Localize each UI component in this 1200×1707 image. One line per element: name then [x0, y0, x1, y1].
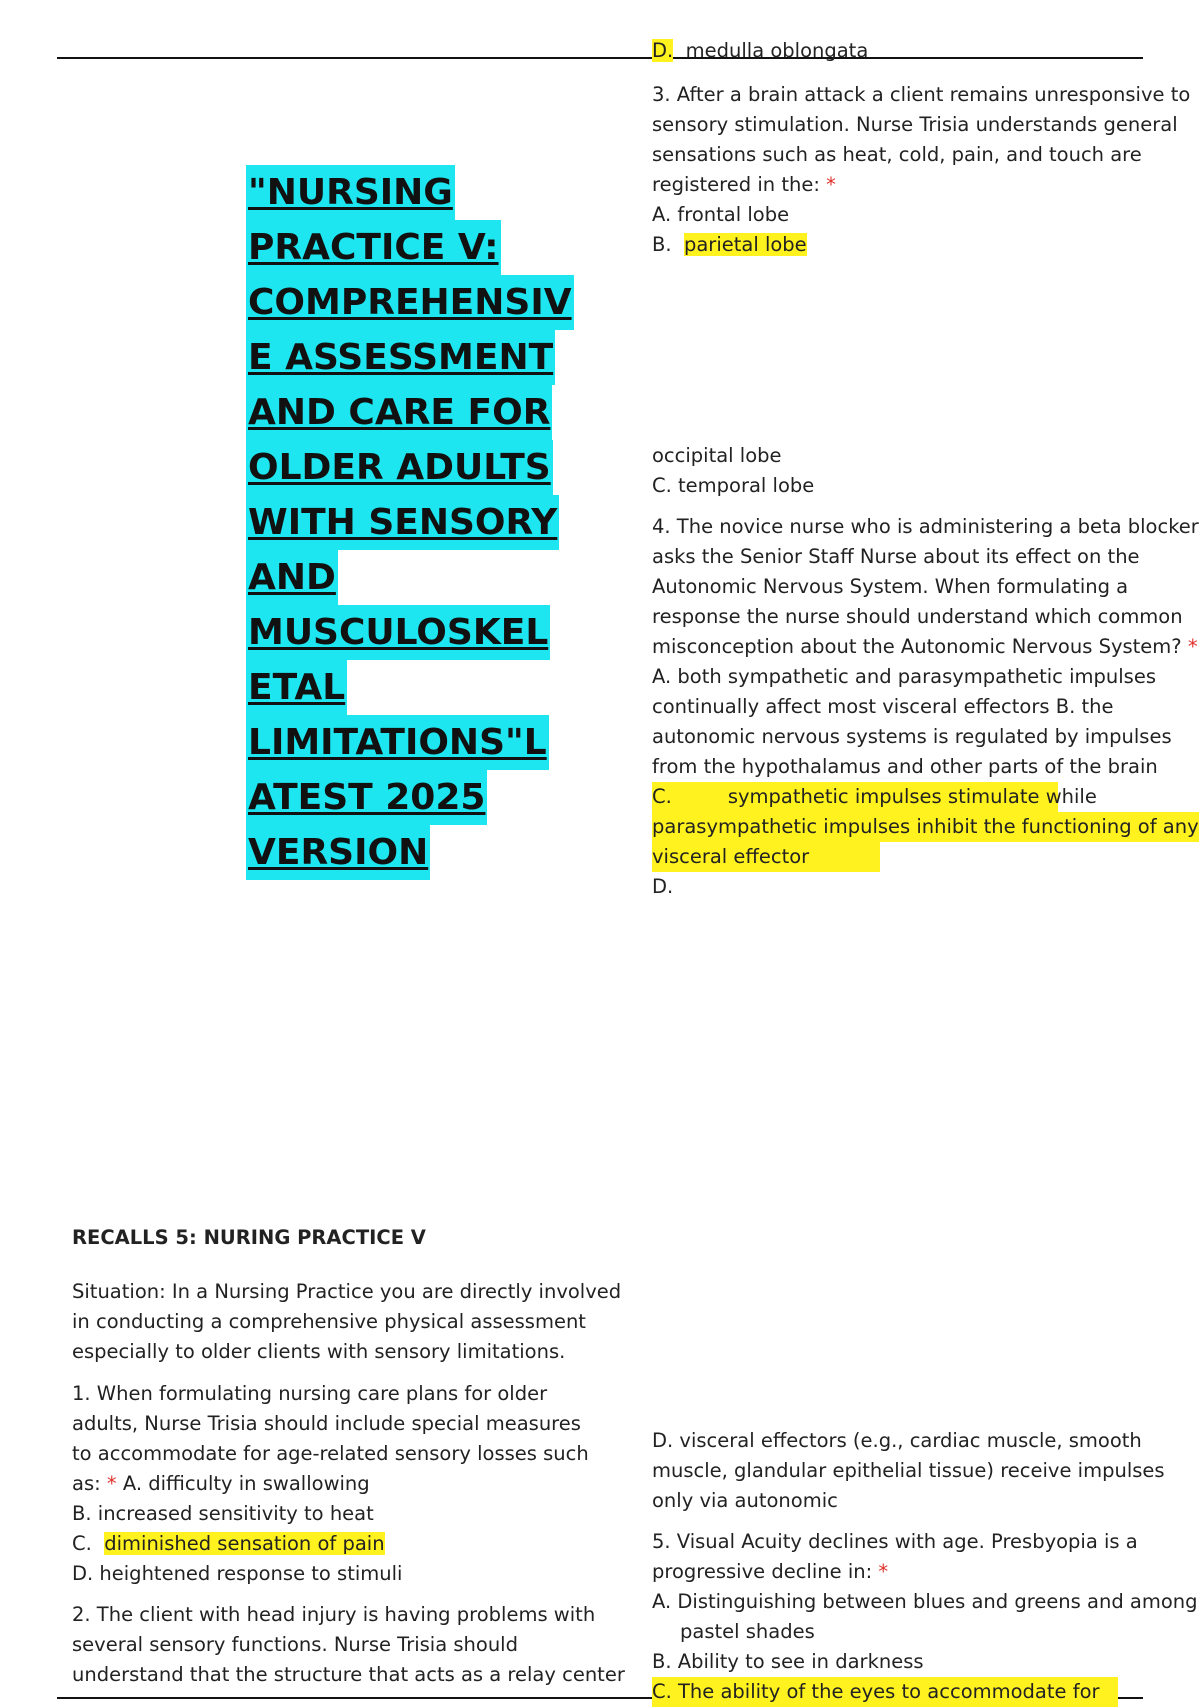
answer-highlight: parietal lobe	[683, 233, 807, 256]
title-line: ETAL	[246, 660, 347, 715]
title-line: "NURSING	[246, 165, 455, 220]
q4-line: response the nurse should understand which common	[652, 605, 1183, 628]
required-star: *	[826, 173, 836, 196]
option-letter: B.	[652, 233, 672, 256]
title-line: COMPREHENSIV	[246, 275, 574, 330]
q3-option-c: C. temporal lobe	[652, 474, 815, 497]
q4-ab-line: from the hypothalamus and other parts of the brain	[652, 755, 1158, 778]
q4-ab-line: A. both sympathetic and parasympathetic impulses	[652, 665, 1156, 688]
title-line: MUSCULOSKEL	[246, 605, 550, 660]
q1-line: 1. When formulating nursing care plans for older	[72, 1382, 548, 1405]
q2-line: several sensory functions. Nurse Trisia should	[72, 1633, 518, 1656]
q1-line-last	[72, 1469, 370, 1499]
q3-option-extra: occipital lobe	[652, 444, 782, 467]
title-line: WITH SENSORY	[246, 495, 559, 550]
q5-line: 5. Visual Acuity declines with age. Presbyopia is a	[652, 1530, 1138, 1553]
q1-option-a: A. difficulty in swallowing	[122, 1472, 370, 1495]
q4-option-c-line2: parasympathetic impulses inhibit the functioning of any	[652, 812, 1199, 842]
q4-line: 4. The novice nurse who is administering a beta blocker	[652, 515, 1199, 538]
title-line: VERSION	[246, 825, 430, 880]
q3-line-text: registered in the:	[652, 173, 820, 196]
top-option-d	[652, 36, 868, 66]
answer-highlight: diminished sensation of pain	[104, 1532, 385, 1555]
q3-line: 3. After a brain attack a client remains unresponsive to	[652, 83, 1191, 106]
q4-line-last	[652, 632, 1198, 662]
q3-line-last	[652, 170, 836, 200]
q2-line: 2. The client with head injury is having problems with	[72, 1603, 596, 1626]
situation-line: in conducting a comprehensive physical assessment	[72, 1310, 586, 1333]
q3-option-a: A. frontal lobe	[652, 203, 790, 226]
title-line: AND	[246, 550, 338, 605]
q4-option-d: D.	[652, 875, 674, 898]
title-line: E ASSESSMENT	[246, 330, 555, 385]
top-rule	[57, 57, 1143, 59]
q4-ab-line: autonomic nervous systems is regulated by impulses	[652, 725, 1172, 748]
q3-line: sensations such as heat, cold, pain, and touch are	[652, 143, 1142, 166]
q4-option-d-cont: muscle, glandular epithelial tissue) receive impulses	[652, 1459, 1165, 1482]
title-line: AND CARE FOR	[246, 385, 552, 440]
q1-line: adults, Nurse Trisia should include special measures	[72, 1412, 581, 1435]
q1-line: to accommodate for age-related sensory losses such	[72, 1442, 589, 1465]
q2-line: understand that the structure that acts as a relay center	[72, 1663, 625, 1686]
q5-option-c: C. The ability of the eyes to accommodate for	[652, 1677, 1118, 1707]
q4-line: asks the Senior Staff Nurse about its effect on the	[652, 545, 1140, 568]
q3-line: sensory stimulation. Nurse Trisia understands general	[652, 113, 1178, 136]
required-star: *	[106, 1472, 117, 1495]
q1-as-text: as:	[72, 1472, 101, 1495]
title-line: LIMITATIONS"L	[246, 715, 549, 770]
q5-line-last	[652, 1557, 888, 1587]
required-star: *	[1187, 635, 1198, 658]
q3-option-b	[652, 230, 807, 260]
required-star: *	[878, 1560, 889, 1583]
q4-option-c-line3: visceral effector	[652, 842, 880, 872]
q5-option-b: B. Ability to see in darkness	[652, 1650, 924, 1673]
q4-line-text: misconception about the Autonomic Nervous System?	[652, 635, 1182, 658]
q1-option-d: D. heightened response to stimuli	[72, 1562, 403, 1585]
option-text: medulla oblongata	[685, 39, 869, 62]
q4-option-d-cont: only via autonomic	[652, 1489, 838, 1512]
q5-line-text: progressive decline in:	[652, 1560, 873, 1583]
q4-option-c-line1	[652, 782, 1097, 812]
q1-option-b: B. increased sensitivity to heat	[72, 1502, 374, 1525]
document-title	[246, 165, 586, 880]
situation-line: especially to older clients with sensory limitations.	[72, 1340, 566, 1363]
q4-ab-line: continually affect most visceral effectors B. the	[652, 695, 1114, 718]
option-letter: D.	[652, 39, 674, 62]
title-line: ATEST 2025	[246, 770, 487, 825]
answer-highlight: sympathetic impulses stimulate while	[727, 785, 1097, 808]
title-line: PRACTICE V:	[246, 220, 501, 275]
q5-option-a-cont: pastel shades	[680, 1620, 815, 1643]
option-letter: C.	[72, 1532, 92, 1555]
q4-option-d-cont: D. visceral effectors (e.g., cardiac muscle, smooth	[652, 1429, 1142, 1452]
recalls-heading: RECALLS 5: NURING PRACTICE V	[72, 1226, 426, 1249]
q4-line: Autonomic Nervous System. When formulating a	[652, 575, 1129, 598]
option-letter: C.	[652, 785, 672, 808]
q5-option-a: A. Distinguishing between blues and greens and among	[652, 1590, 1198, 1613]
situation-line: Situation: In a Nursing Practice you are directly involved	[72, 1280, 622, 1303]
title-line: OLDER ADULTS	[246, 440, 553, 495]
q1-option-c	[72, 1529, 385, 1559]
